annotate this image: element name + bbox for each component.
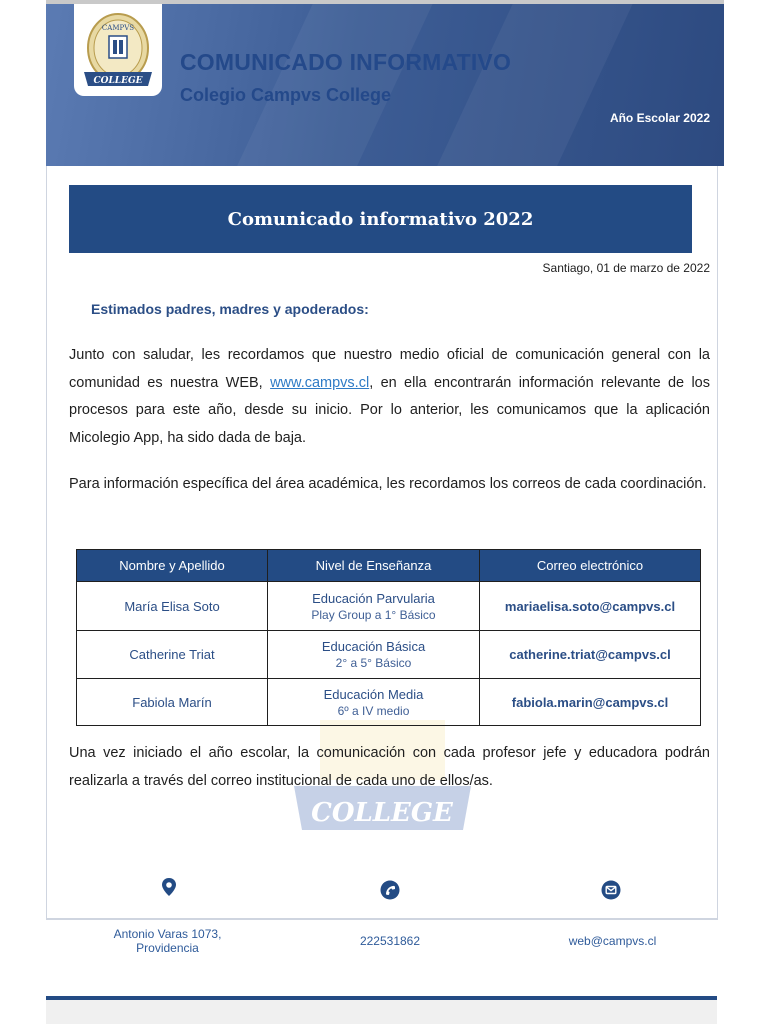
table-row [77, 582, 701, 631]
coordinator-level: Educación Parvularia Play Group a 1° Básico [268, 582, 480, 631]
column-header-name: Nombre y Apellido [77, 550, 268, 582]
paragraph-academic: Para información específica del área académica, les recordamos los correos de cada coordinación. [69, 476, 707, 492]
coordinator-name: María Elisa Soto [77, 582, 268, 631]
coordinator-name: Catherine Triat [77, 631, 268, 679]
location-pin-icon [159, 877, 179, 897]
paragraph-closing: Una vez iniciado el año escolar, la comunicación con cada profesor jefe y educadora podrán realizarla a través del correo institucional de cada uno de ellos/as. [69, 745, 710, 789]
title-banner [69, 185, 692, 253]
coordinator-email: catherine.triat@campvs.cl [480, 631, 701, 679]
svg-text:COLLEGE: COLLEGE [93, 76, 143, 86]
mail-icon [601, 880, 621, 900]
coordinator-level: Educación Básica 2° a 5° Básico [268, 631, 480, 679]
column-header-email: Correo electrónico [480, 550, 701, 582]
school-logo [74, 4, 162, 96]
table-row [77, 631, 701, 679]
column-header-level: Nivel de Enseñanza [268, 550, 480, 582]
header-subtitle: Colegio Campvs College [180, 85, 392, 105]
website-link[interactable]: www.campvs.cl [270, 374, 370, 391]
coordinator-level: Educación Media 6º a IV medio [268, 679, 480, 726]
greeting: Estimados padres, madres y apoderados: [91, 301, 369, 317]
svg-text:COLLEGE: COLLEGE [311, 798, 453, 828]
header-title: COMUNICADO INFORMATIVO [180, 49, 512, 75]
school-year: Año Escolar 2022 [609, 111, 710, 125]
table-row [77, 679, 701, 726]
coordinator-email: fabiola.marin@campvs.cl [480, 679, 701, 726]
footer-email[interactable]: web@campvs.cl [568, 934, 657, 948]
coordinators-table [76, 549, 701, 726]
footer-address: Antonio Varas 1073, Providencia [113, 927, 222, 955]
next-page-edge [46, 1000, 717, 1024]
paragraph-intro: Junto con saludar, les recordamos que nuestro medio oficial de comunicación general con la comunidad es nuestra WEB, www.campvs.cl, en ella encontrarán información relevante de los procesos para este año, desde su inicio. Por lo anterior, les comunicamos que la aplicación Micolegio App, ha sido dada de baja. [69, 347, 711, 446]
banner-title: Comunicado informativo 2022 [227, 208, 534, 230]
coordinator-email: mariaelisa.soto@campvs.cl [480, 582, 701, 631]
footer-phone: 222531862 [359, 934, 421, 948]
letter-date: Santiago, 01 de marzo de 2022 [542, 261, 710, 275]
phone-icon [380, 880, 400, 900]
coordinator-name: Fabiola Marín [77, 679, 268, 726]
svg-text:CAMPVS: CAMPVS [101, 24, 135, 32]
